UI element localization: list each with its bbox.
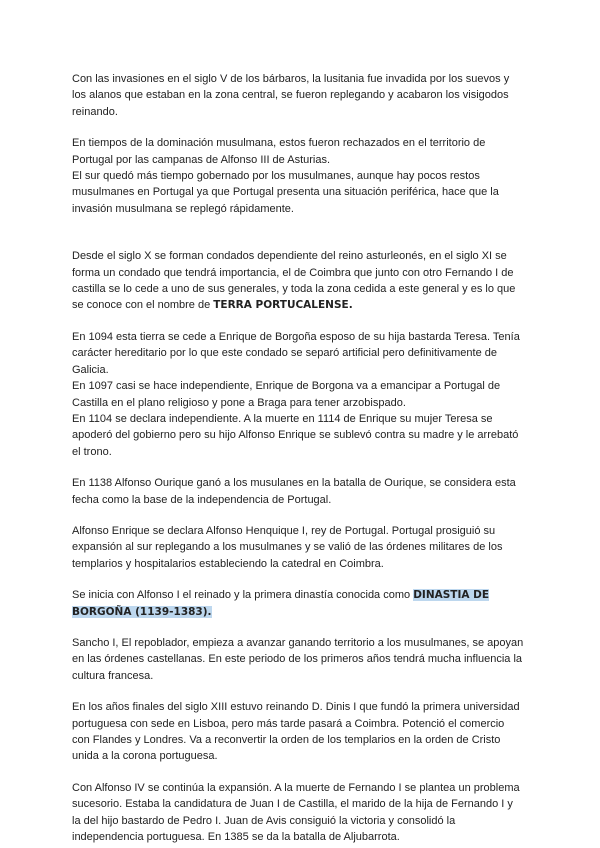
text-line: En los años finales del siglo XIII estuvo reinando D. Dinis I que fundó la primera universidad (72, 701, 520, 714)
text-line: reinando. (72, 105, 118, 118)
text-line: En 1138 Alfonso Ourique ganó a los musulanes en la batalla de Ourique, se considera esta (72, 477, 516, 490)
text-line: Con Alfonso IV se continúa la expansión. A la muerte de Fernando I se plantea un problema (72, 781, 520, 794)
paragraph-dinis (72, 699, 530, 765)
text-line: En tiempos de la dominación musulmana, estos fueron rechazados en el territorio de (72, 137, 486, 150)
text-line: templarios y hospitalarios estableciendo la catedral en Coimbra. (72, 557, 384, 570)
text-line: Castilla en el plano religioso y pone a Braga para tener arzobispado. (72, 396, 406, 409)
text-line: sucesorio. Estaba la candidatura de Juan I de Castilla, el marido de la hija de Fernando I y (72, 798, 513, 811)
paragraph-barbarian-invasions (72, 71, 530, 120)
paragraph-dinastia-borgona (72, 587, 530, 620)
paragraph-ourique (72, 475, 530, 508)
text-line: Portugal por las campanas de Alfonso III de Asturias. (72, 153, 331, 166)
text-line: Con las invasiones en el siglo V de los bárbaros, la lusitania fue invadida por los suevos y (72, 73, 510, 85)
text-line: castilla se lo cede a uno de sus generales, y toda la zona cedida a este general y es lo que (72, 283, 516, 296)
text-line: portuguesa con sede en Lisboa, pero más tarde pasará a Coimbra. Potenció el comercio (72, 717, 505, 730)
text-line: en las órdenes castellanas. En este periodo de los primeros años tendrá mucha influencia la (72, 653, 523, 666)
text-line: En 1104 se declara independiente. A la muerte en 1114 de Enrique su mujer Teresa se (72, 412, 493, 425)
text-line: Alfonso Enrique se declara Alfonso Henquique I, rey de Portugal. Portugal prosiguió su (72, 524, 496, 537)
text-line: Galicia. (72, 363, 109, 376)
paragraph-sancho (72, 635, 530, 684)
text-line: los alanos que estaban en la zona central, se fueron replegando y acabaron los visigodos (72, 89, 509, 102)
blank-line (72, 232, 530, 248)
text-line: En 1094 esta tierra se cede a Enrique de Borgoña esposo de su hija bastarda Teresa. Tenía (72, 330, 520, 343)
text-segment: se conoce con el nombre de (72, 299, 214, 312)
text-line: con Flandes y Londres. Va a reconvertir la orden de los templarios en la orden de Cristo (72, 734, 501, 746)
text-line: apoderó del gobierno pero su hijo Alfonso Enrique se sublevó contra su madre y le arrebató (72, 429, 519, 442)
text-line: la del hijo bastardo de Pedro I. Juan de Avis consiguió la victoria y consolidó la (72, 814, 456, 827)
paragraph-enrique-borgona (72, 329, 530, 460)
text-line (72, 587, 530, 603)
text-line: el trono. (72, 445, 112, 458)
text-line: carácter hereditario por lo que este condado se separó artificial pero definitivamente de (72, 347, 497, 360)
paragraph-alfonso-henriquez (72, 523, 530, 572)
text-line: En 1097 casi se hace independiente, Enrique de Borgona va a emancipar a Portugal de (72, 380, 501, 393)
text-line: unida a la corona portuguesa. (72, 750, 218, 763)
text-line: cultura francesa. (72, 669, 154, 682)
highlighted-term-dinastia: DINASTIA DE (413, 589, 490, 602)
text-line (72, 297, 530, 313)
text-line: El sur quedó más tiempo gobernado por los musulmanes, aunque hay pocos restos (72, 170, 480, 183)
text-segment: Se inicia con Alfonso I el reinado y la primera dinastía conocida como (72, 589, 414, 602)
text-line: Sancho I, El repoblador, empieza a avanzar ganando territorio a los musulmanes, se apoyan (72, 636, 524, 649)
text-line: expansión al sur replegando a los musulmanes y se valió de las órdenes militares de los (72, 541, 503, 554)
paragraph-muslim-domination (72, 135, 530, 217)
text-line (72, 604, 530, 620)
text-line: Desde el siglo X se forman condados dependiente del reino asturleonés, en el siglo XI se (72, 250, 507, 263)
text-line: invasión musulmana se replegó rápidamente. (72, 202, 294, 215)
text-line: forma un condado que tendrá importancia, el de Coimbra que junto con otro Fernando I de (72, 266, 514, 279)
text-line: musulmanes en Portugal ya que Portugal presenta una situación periférica, hace que la (72, 186, 499, 199)
text-line: fecha como la base de la independencia de Portugal. (72, 493, 332, 506)
highlighted-term-borgona: BORGOÑA (1139-1383). (72, 605, 212, 618)
paragraph-counties (72, 248, 530, 314)
paragraph-alfonso-iv (72, 780, 530, 846)
text-line: independencia portuguesa. En 1385 se da la batalla de Aljubarrota. (72, 831, 400, 844)
bold-term-terra-portucalense: TERRA PORTUCALENSE. (213, 299, 353, 312)
